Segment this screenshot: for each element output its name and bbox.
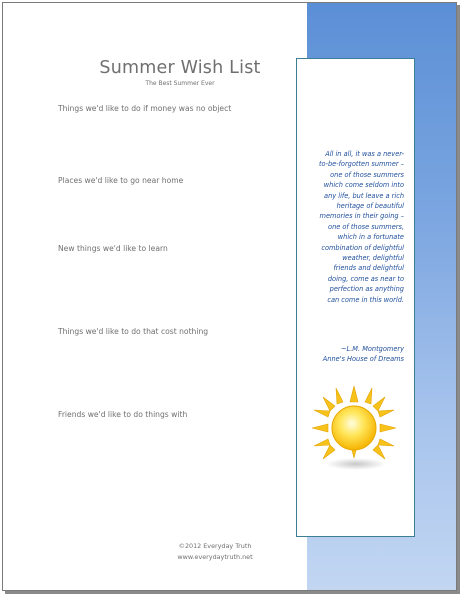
quote-author: ~L.M. Montgomery [341,345,404,353]
wish-prompt: Friends we'd like to do things with [58,410,188,419]
sun-icon [310,384,400,474]
wish-prompt: Things we'd like to do that cost nothing [58,327,209,336]
wish-prompt: New things we'd like to learn [58,244,168,253]
copyright-text: ©2012 Everyday Truth [178,542,252,550]
page-shadow-right [457,5,460,594]
wish-prompt: Things we'd like to do if money was no object [58,104,232,113]
quote-source: Anne's House of Dreams [322,355,404,364]
quote-text: All in all, it was a never- to-be-forgotten summer – one of those summers which come seldom into any life, but leave a rich heritage of beautiful memories in their going – one of those summers, which in a fortunate combination of delightful weather, delightful friends and delightful doing, come as near to perfection as anything can come in this world. [318,150,404,304]
page-subtitle: The Best Summer Ever [145,80,215,87]
quote-attribution [300,344,404,365]
page-title: Summer Wish List [99,58,261,78]
website-text: www.everydaytruth.net [177,553,253,561]
wish-prompt: Places we'd like to go near home [58,176,184,185]
page-shadow-bottom [5,591,460,594]
footer [150,541,280,563]
